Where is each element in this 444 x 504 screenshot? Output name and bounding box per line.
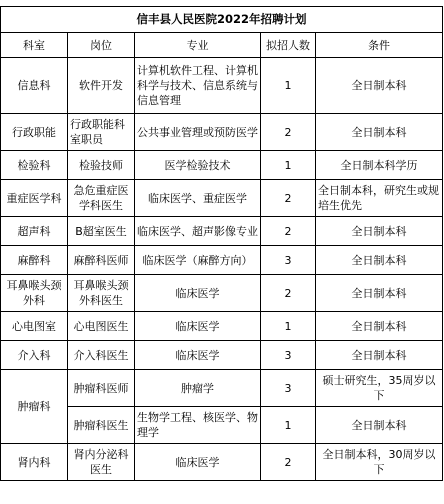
cell-post: 肿瘤科医师 <box>68 370 135 407</box>
cell-post: 心电图医生 <box>68 312 135 341</box>
table-row <box>1 180 443 217</box>
cell-count: 2 <box>261 217 316 246</box>
table-row <box>1 407 443 444</box>
cell-major: 生物学工程、核医学、物理学 <box>135 407 261 444</box>
cell-condition: 全日制本科，30周岁以下 <box>316 444 443 481</box>
cell-dept: 肿瘤科 <box>1 370 68 444</box>
cell-major: 临床医学 <box>135 312 261 341</box>
cell-dept: 信息科 <box>1 58 68 114</box>
header-major: 专业 <box>135 33 261 58</box>
cell-major: 医学检验技术 <box>135 151 261 180</box>
cell-count: 1 <box>261 58 316 114</box>
cell-post: 肿瘤科医生 <box>68 407 135 444</box>
cell-post: 检验技师 <box>68 151 135 180</box>
header-row <box>1 33 443 58</box>
header-dept: 科室 <box>1 33 68 58</box>
cell-post: 行政职能科室职员 <box>68 114 135 151</box>
cell-condition: 全日制本科 <box>316 58 443 114</box>
cell-major: 临床医学（麻醉方向） <box>135 246 261 275</box>
cell-condition: 全日制本科 <box>316 275 443 312</box>
table-row <box>1 217 443 246</box>
cell-count: 1 <box>261 312 316 341</box>
table-row <box>1 444 443 481</box>
cell-dept: 麻醉科 <box>1 246 68 275</box>
cell-condition: 全日制本科学历 <box>316 151 443 180</box>
cell-post: 急危重症医学科医生 <box>68 180 135 217</box>
cell-count: 2 <box>261 444 316 481</box>
recruitment-plan-table <box>0 6 443 481</box>
cell-dept: 检验科 <box>1 151 68 180</box>
table-row <box>1 58 443 114</box>
cell-post: 介入科医生 <box>68 341 135 370</box>
cell-condition: 全日制本科，研究生或规培生优先 <box>316 180 443 217</box>
cell-major: 临床医学、超声影像专业 <box>135 217 261 246</box>
cell-count: 3 <box>261 246 316 275</box>
cell-dept: 介入科 <box>1 341 68 370</box>
cell-count: 1 <box>261 407 316 444</box>
cell-major: 计算机软件工程、计算机科学与技术、信息系统与信息管理 <box>135 58 261 114</box>
cell-major: 临床医学、重症医学 <box>135 180 261 217</box>
cell-condition: 全日制本科 <box>316 246 443 275</box>
cell-dept: 肾内科 <box>1 444 68 481</box>
cell-condition: 全日制本科 <box>316 217 443 246</box>
header-post: 岗位 <box>68 33 135 58</box>
cell-major: 临床医学 <box>135 275 261 312</box>
cell-dept: 重症医学科 <box>1 180 68 217</box>
table-row <box>1 151 443 180</box>
cell-dept: 超声科 <box>1 217 68 246</box>
cell-condition: 全日制本科 <box>316 407 443 444</box>
table-row <box>1 246 443 275</box>
cell-dept: 行政职能 <box>1 114 68 151</box>
header-condition: 条件 <box>316 33 443 58</box>
cell-condition: 全日制本科 <box>316 114 443 151</box>
cell-major: 临床医学 <box>135 444 261 481</box>
cell-post: 肾内分泌科医生 <box>68 444 135 481</box>
cell-post: 软件开发 <box>68 58 135 114</box>
cell-condition: 硕士研究生，35周岁以下 <box>316 370 443 407</box>
cell-post: 麻醉科医师 <box>68 246 135 275</box>
table-row <box>1 370 443 407</box>
cell-dept: 耳鼻喉头颈外科 <box>1 275 68 312</box>
cell-dept: 心电图室 <box>1 312 68 341</box>
cell-count: 2 <box>261 180 316 217</box>
table-title: 信丰县人民医院2022年招聘计划 <box>1 7 443 33</box>
cell-post: 耳鼻喉头颈外科医生 <box>68 275 135 312</box>
cell-count: 1 <box>261 151 316 180</box>
cell-count: 2 <box>261 275 316 312</box>
cell-post: B超室医生 <box>68 217 135 246</box>
cell-major: 肿瘤学 <box>135 370 261 407</box>
cell-major: 公共事业管理或预防医学 <box>135 114 261 151</box>
cell-condition: 全日制本科 <box>316 312 443 341</box>
table-row <box>1 114 443 151</box>
title-row <box>1 7 443 33</box>
cell-major: 临床医学 <box>135 341 261 370</box>
cell-count: 2 <box>261 114 316 151</box>
header-count: 拟招人数 <box>261 33 316 58</box>
cell-count: 3 <box>261 341 316 370</box>
cell-count: 3 <box>261 370 316 407</box>
table-row <box>1 341 443 370</box>
table-row <box>1 275 443 312</box>
table-row <box>1 312 443 341</box>
cell-condition: 全日制本科 <box>316 341 443 370</box>
